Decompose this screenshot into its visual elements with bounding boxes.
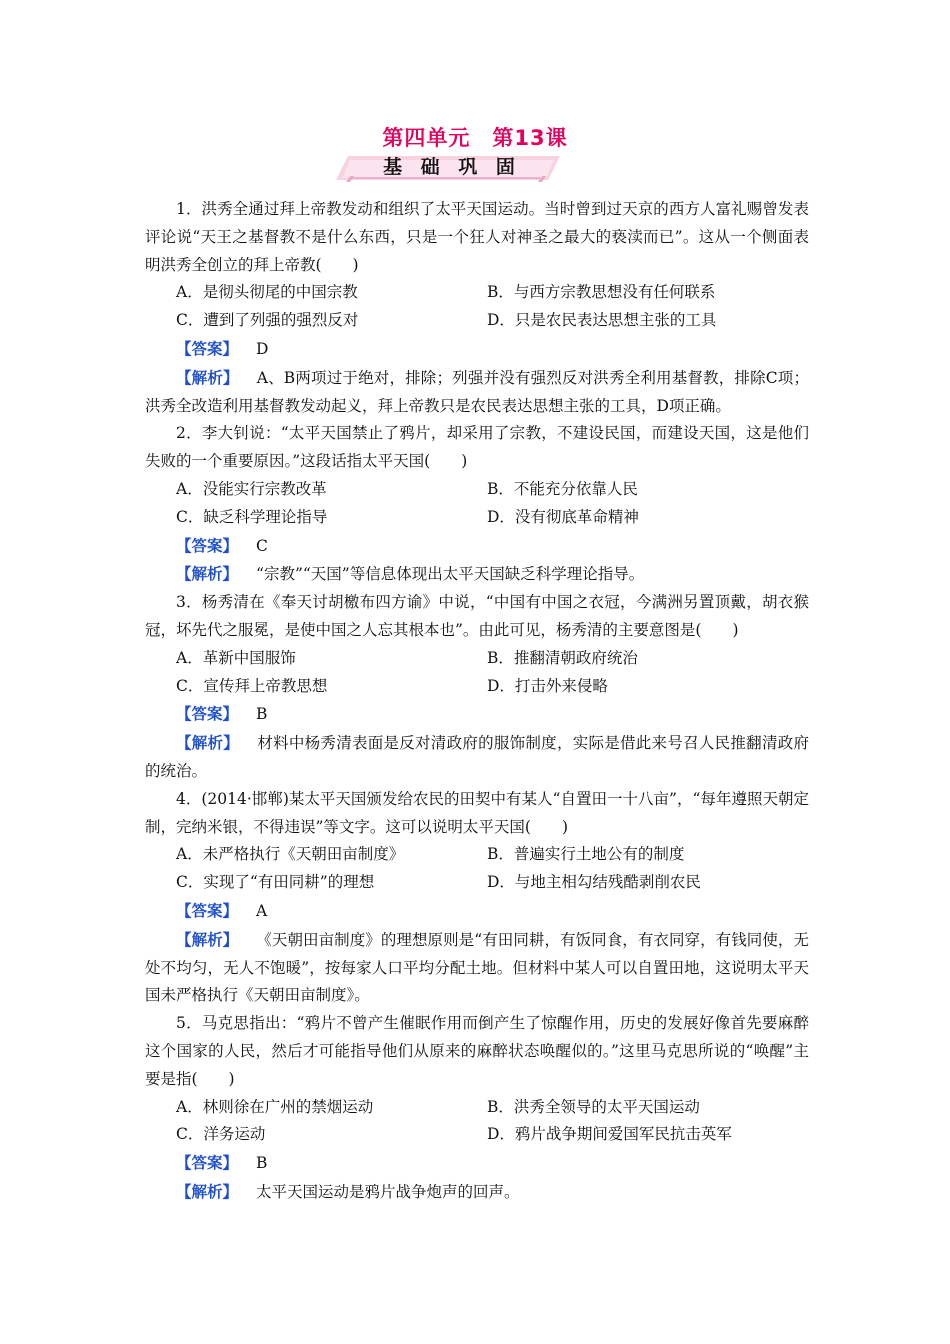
option-c: C．洋务运动 [176,1125,266,1144]
option-b: B．推翻清朝政府统治 [487,648,638,667]
analysis-label: 【解析】 [176,367,239,387]
option-b: B．与西方宗教思想没有任何联系 [487,283,716,302]
question-2 [145,420,809,589]
option-a: A．没能实行宗教改革 [176,479,327,498]
question-stem: 4．(2014·邯郸)某太平天国颁发给农民的田契中有某人“自置田一十八亩”，“每年遵照天朝定制，完纳米银，不得违误”等文字。这可以说明太平天国( ) [145,789,809,836]
option-b: B．不能充分依靠人民 [487,479,638,498]
analysis-text: A、B两项过于绝对，排除；列强并没有强烈反对洪秀全利用基督教，排除C项；洪秀全改造利用基督教发动起义，拜上帝教只是农民表达思想主张的工具，D项正确。 [145,368,809,415]
option-c: C．缺乏科学理论指导 [176,507,328,526]
option-d: D．只是农民表达思想主张的工具 [487,311,717,330]
analysis-line [145,926,809,1010]
answer-value: D [256,339,269,358]
option-row [145,645,809,673]
option-row [145,1121,809,1149]
option-a: A．林则徐在广州的禁烟运动 [176,1097,374,1116]
option-d: D．打击外来侵略 [487,676,608,695]
question-stem: 1．洪秀全通过拜上帝教发动和组织了太平天国运动。当时曾到过天京的西方人富礼赐曾发表评论说“天王之基督教不是什么东西，只是一个狂人对神圣之最大的亵渎而已”。这从一个侧面表明洪秀全创立的拜上帝教( ) [145,200,809,274]
question-stem: 2．李大钊说：“太平天国禁止了鸦片，却采用了宗教，不建设民国，而建设天国，这是他们失败的一个重要原因。”这段话指太平天国( ) [145,424,809,471]
answer-label: 【答案】 [176,1153,239,1173]
analysis-label: 【解析】 [176,733,240,753]
analysis-label: 【解析】 [176,1181,239,1201]
option-a: A．革新中国服饰 [176,648,296,667]
option-a: A．未严格执行《天朝田亩制度》 [176,845,405,864]
analysis-text: 材料中杨秀清表面是反对清政府的服饰制度，实际是借此来号召人民推翻清政府的统治。 [145,734,809,780]
analysis-line [145,364,809,421]
option-c: C．宣传拜上帝教思想 [176,676,328,695]
analysis-label: 【解析】 [176,564,239,584]
answer-value: C [256,536,268,555]
option-c: C．遭到了列强的强烈反对 [176,311,359,330]
option-row [145,869,809,897]
option-row [145,841,809,869]
answer-label: 【答案】 [176,338,239,358]
option-d: D．鸦片战争期间爱国军民抗击英军 [487,1125,732,1144]
question-stem: 3．杨秀清在《奉天讨胡檄布四方谕》中说，“中国有中国之衣冠，今满洲另置顶戴，胡衣猴冠，坏先代之服冕，是使中国之人忘其根本也”。由此可见，杨秀清的主要意图是( ) [145,593,809,639]
option-row [145,279,809,307]
option-a: A．是彻头彻尾的中国宗教 [176,283,358,302]
answer-line [145,532,809,561]
analysis-label: 【解析】 [176,929,239,949]
answer-label: 【答案】 [176,535,239,555]
option-row [145,504,809,532]
option-d: D．与地主相勾结残酷剥削农民 [487,873,701,892]
question-stem: 5．马克思指出：“鸦片不曾产生催眠作用而倒产生了惊醒作用，历史的发展好像首先要麻醉这个国家的人民，然后才可能指导他们从原来的麻醉状态唤醒似的。”这里马克思所说的“唤醒”主要是指( ) [145,1014,809,1088]
option-c: C．实现了“有田同耕”的理想 [176,873,375,892]
section-subtitle: 基 础 巩 固 [383,156,521,178]
answer-value: A [256,901,268,920]
answer-line [145,335,809,364]
question-list [145,196,809,1207]
answer-line [145,700,809,729]
analysis-line [145,560,809,589]
answer-value: B [256,1154,268,1173]
option-b: B．普遍实行土地公有的制度 [487,845,685,864]
analysis-line [145,729,809,786]
section-banner [336,150,568,184]
answer-value: B [256,705,268,724]
option-d: D．没有彻底革命精神 [487,507,639,526]
answer-label: 【答案】 [176,704,239,724]
option-row [145,307,809,335]
question-5 [145,1010,809,1207]
question-3 [145,589,809,786]
question-1 [145,196,809,420]
answer-line [145,897,809,926]
answer-line [145,1149,809,1178]
option-b: B．洪秀全领导的太平天国运动 [487,1097,700,1116]
analysis-text: 太平天国运动是鸦片战争炮声的回声。 [256,1182,520,1201]
analysis-line [145,1178,809,1207]
option-row [145,1094,809,1122]
page-title: 第四单元 第13课 [382,126,568,150]
analysis-text: “宗教”“天国”等信息体现出太平天国缺乏科学理论指导。 [256,565,645,584]
answer-label: 【答案】 [176,900,239,920]
option-row [145,673,809,701]
option-row [145,476,809,504]
question-4 [145,786,809,1010]
analysis-text: 《天朝田亩制度》的理想原则是“有田同耕，有饭同食，有衣同穿，有钱同使，无处不均匀，无人不饱暖”，按每家人口平均分配土地。但材料中某人可以自置田地，这说明太平天国未严格执行《天朝田亩制度》。 [145,930,809,1005]
